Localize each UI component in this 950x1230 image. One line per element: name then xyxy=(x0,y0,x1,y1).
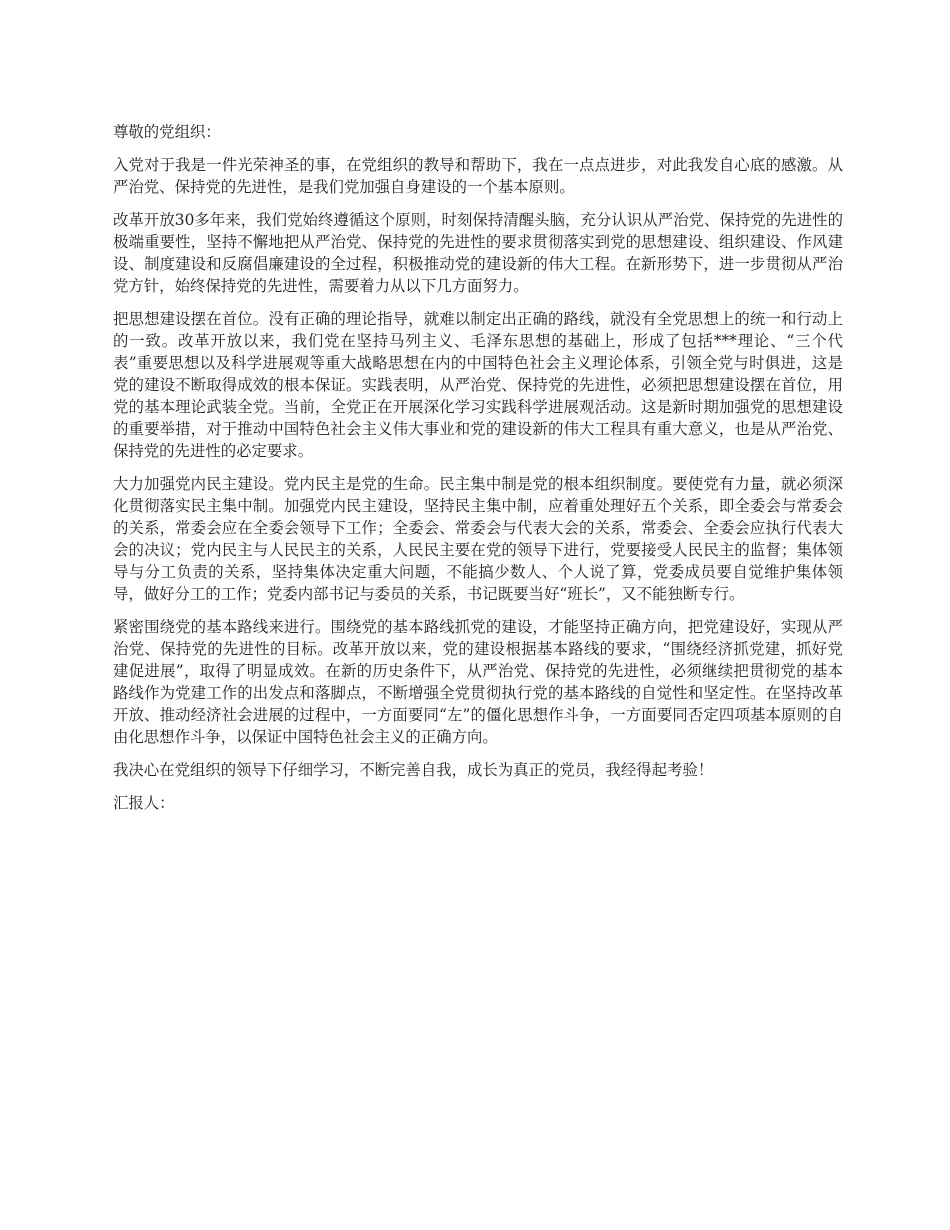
paragraph: 入党对于我是一件光荣神圣的事，在党组织的教导和帮助下，我在一点点进步，对此我发自心底的感激。从严治党、保持党的先进性，是我们党加强自身建设的一个基本原则。 xyxy=(113,156,843,196)
document-body xyxy=(113,121,843,825)
signature: 汇报人： xyxy=(113,794,175,812)
paragraph: 改革开放30多年来，我们党始终遵循这个原则，时刻保持清醒头脑，充分认识从严治党、保持党的先进性的极端重要性，坚持不懈地把从严治党、保持党的先进性的要求贯彻落实到党的思想建设、组织建设、作风建设、制度建设和反腐倡廉建设的全过程，积极推动党的建设新的伟大工程。在新形势下，进一步贯彻从严治党方针，始终保持党的先进性，需要着力从以下几方面努力。 xyxy=(113,211,843,295)
paragraph: 大力加强党内民主建设。党内民主是党的生命。民主集中制是党的根本组织制度。要使党有力量，就必须深化贯彻落实民主集中制。加强党内民主建设，坚持民主集中制，应着重处理好五个关系，即全委会与常委会的关系，常委会应在全委会领导下工作；全委会、常委会与代表大会的关系，常委会、全委会应执行代表大会的决议；党内民主与人民民主的关系，人民民主要在党的领导下进行，党要接受人民民主的监督；集体领导与分工负责的关系，坚持集体决定重大问题，不能搞少数人、个人说了算，党委成员要自觉维护集体领导，做好分工的工作；党委内部书记与委员的关系，书记既要当好“班长”，又不能独断专行。 xyxy=(113,475,843,603)
paragraph: 紧密围绕党的基本路线来进行。围绕党的基本路线抓党的建设，才能坚持正确方向，把党建设好，实现从严治党、保持党的先进性的目标。改革开放以来，党的建设根据基本路线的要求，“围绕经济抓党建，抓好党建促进展”，取得了明显成效。在新的历史条件下，从严治党、保持党的先进性，必须继续把贯彻党的基本路线作为党建工作的出发点和落脚点，不断增强全党贯彻执行党的基本路线的自觉性和坚定性。在坚持改革开放、推动经济社会进展的过程中，一方面要同“左”的僵化思想作斗争，一方面要同否定四项基本原则的自由化思想作斗争，以保证中国特色社会主义的正确方向。 xyxy=(113,618,843,746)
paragraph: 把思想建设摆在首位。没有正确的理论指导，就难以制定出正确的路线，就没有全党思想上的统一和行动上的一致。改革开放以来，我们党在坚持马列主义、毛泽东思想的基础上，形成了包括***理论、“三个代表”重要思想以及科学进展观等重大战略思想在内的中国特色社会主义理论体系，引领全党与时俱进，这是党的建设不断取得成效的根本保证。实践表明，从严治党、保持党的先进性，必须把思想建设摆在首位，用党的基本理论武装全党。当前，全党正在开展深化学习实践科学进展观活动。这是新时期加强党的思想建设的重要举措，对于推动中国特色社会主义伟大事业和党的建设新的伟大工程具有重大意义，也是从严治党、保持党的先进性的必定要求。 xyxy=(113,310,843,460)
salutation: 尊敬的党组织： xyxy=(113,123,221,141)
paragraph: 我决心在党组织的领导下仔细学习，不断完善自我，成长为真正的党员，我经得起考验！ xyxy=(113,761,714,779)
